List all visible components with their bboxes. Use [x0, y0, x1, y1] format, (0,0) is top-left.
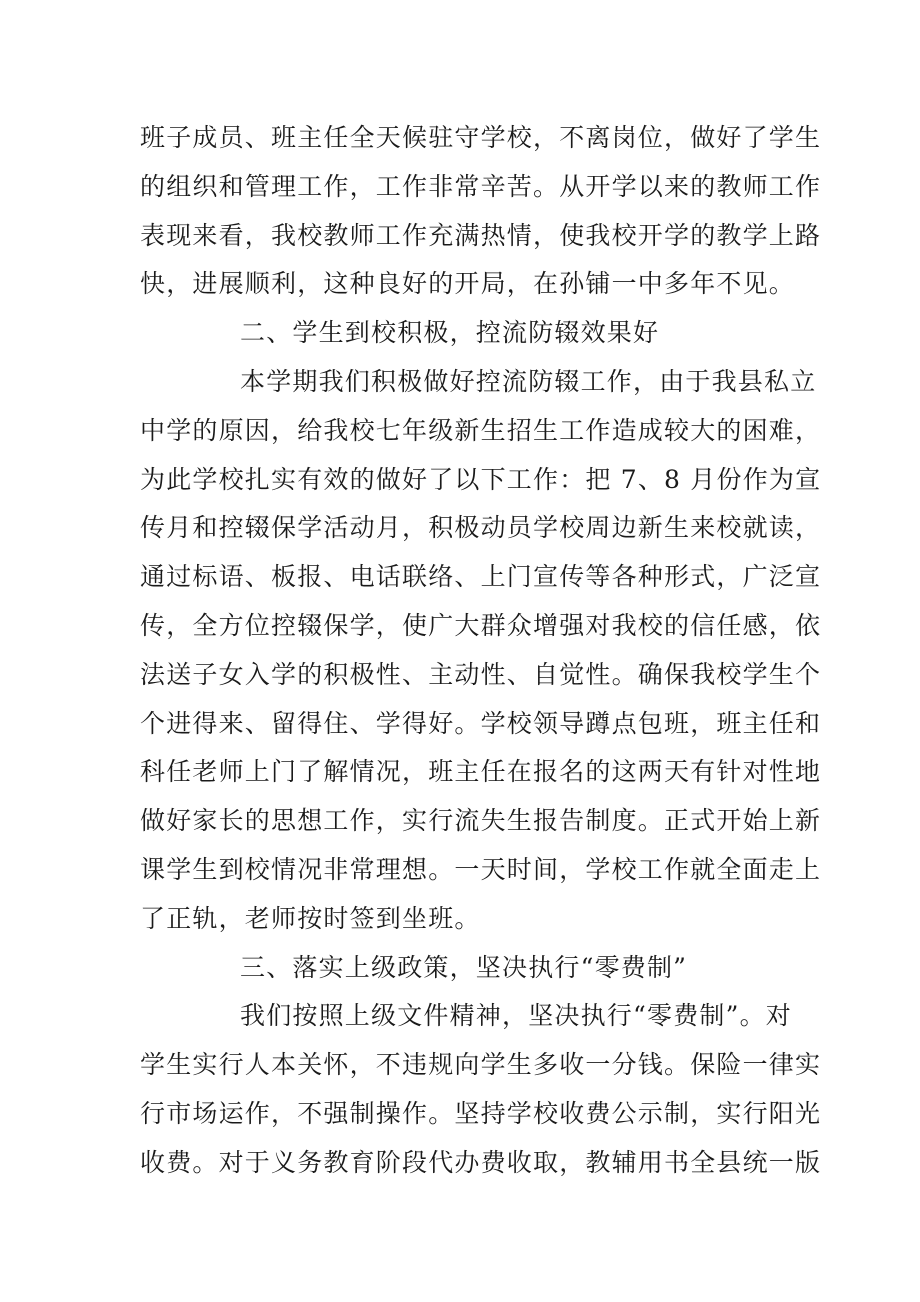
- body-line: 传月和控辍保学活动月，积极动员学校周边新生来校就读，: [140, 513, 822, 543]
- paragraph-start: 我们按照上级文件精神，坚决执行“零费制”。对: [240, 1001, 792, 1031]
- body-line: 学生实行人本关怀，不违规向学生多收一分钱。保险一律实: [140, 1050, 822, 1080]
- body-line: 做好家长的思想工作，实行流失生报告制度。正式开始上新: [140, 806, 822, 836]
- body-line: 通过标语、板报、电话联络、上门宣传等各种形式，广泛宣: [140, 562, 822, 592]
- body-line: 科任老师上门了解情况，班主任在报名的这两天有针对性地: [140, 757, 822, 787]
- body-line: 班子成员、班主任全天候驻守学校，不离岗位，做好了学生: [140, 123, 822, 152]
- body-line: 中学的原因，给我校七年级新生招生工作造成较大的困难，: [140, 415, 822, 445]
- body-line: 了正轨，老师按时签到坐班。: [140, 903, 481, 933]
- document-body: [140, 114, 822, 1188]
- section-heading-3: 三、落实上级政策，坚决执行“零费制”: [240, 952, 688, 982]
- body-line: 课学生到校情况非常理想。一天时间，学校工作就全面走上: [140, 854, 822, 884]
- body-line: 快，进展顺利，这种良好的开局，在孙铺一中多年不见。: [140, 269, 796, 299]
- body-line: 传，全方位控辍保学，使广大群众增强对我校的信任感，依: [140, 610, 822, 640]
- body-line: 表现来看，我校教师工作充满热情，使我校开学的教学上路: [140, 220, 822, 250]
- body-line: 的组织和管理工作，工作非常辛苦。从开学以来的教师工作: [140, 171, 822, 201]
- paragraph-start: 本学期我们积极做好控流防辍工作，由于我县私立: [240, 366, 817, 396]
- body-line: 法送子女入学的积极性、主动性、自觉性。确保我校学生个: [140, 659, 822, 689]
- body-line: 行市场运作，不强制操作。坚持学校收费公示制，实行阳光: [140, 1098, 822, 1128]
- body-line: 收费。对于义务教育阶段代办费收取，教辅用书全县统一版: [140, 1147, 822, 1177]
- body-line: 个进得来、留得住、学得好。学校领导蹲点包班，班主任和: [140, 708, 822, 738]
- section-heading-2: 二、学生到校积极，控流防辍效果好: [240, 318, 660, 348]
- body-line: 为此学校扎实有效的做好了以下工作：把 7、8 月份作为宣: [140, 464, 822, 494]
